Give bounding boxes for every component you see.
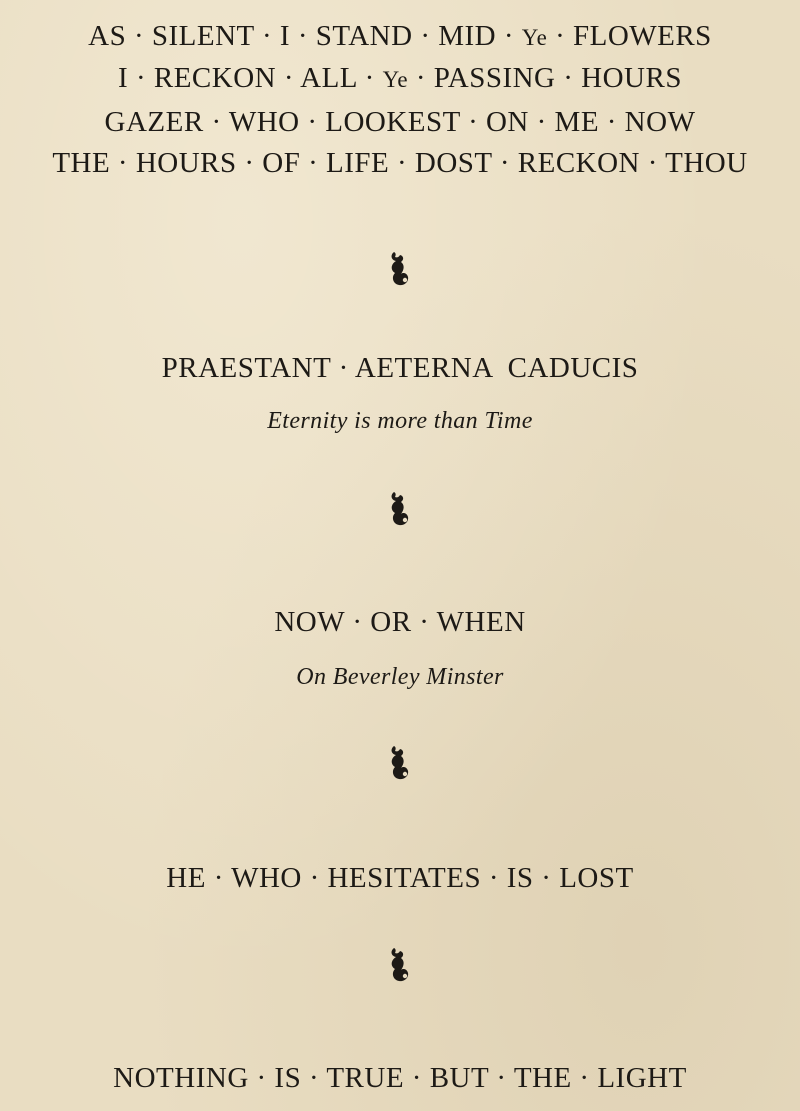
verse-line-2-start: I · RECKON · ALL · <box>118 62 383 94</box>
motto-2-title: NOW · OR · WHEN <box>274 606 526 638</box>
verse-line-1 <box>0 20 800 53</box>
fleuron-icon-svg <box>387 250 413 290</box>
verse-line-2-ye: Ye <box>382 67 409 92</box>
fleuron-icon-svg <box>387 490 413 530</box>
verse-line-2 <box>0 62 800 95</box>
verse-line-2-end: · PASSING · HOURS <box>408 62 682 94</box>
fleuron-icon <box>387 946 413 986</box>
motto-3-title: HE · WHO · HESITATES · IS · LOST <box>166 862 634 894</box>
fleuron-icon <box>387 490 413 530</box>
fleuron-icon-svg <box>387 744 413 784</box>
verse-line-1-start: AS · SILENT · I · STAND · MID · <box>88 20 522 52</box>
verse-line-4: THE · HOURS · OF · LIFE · DOST · RECKON · THOU <box>52 147 748 179</box>
motto-2-subtitle: On Beverley Minster <box>296 664 504 690</box>
fleuron-icon-svg <box>387 946 413 986</box>
fleuron-icon <box>387 250 413 290</box>
motto-4-title: NOTHING · IS · TRUE · BUT · THE · LIGHT <box>113 1062 687 1094</box>
motto-1-translation: Eternity is more than Time <box>267 408 533 434</box>
verse-line-1-ye: Ye <box>521 25 548 50</box>
verse-line-3: GAZER · WHO · LOOKEST · ON · ME · NOW <box>104 106 696 138</box>
fleuron-icon <box>387 744 413 784</box>
motto-1-title: PRAESTANT · AETERNA CADUCIS <box>161 352 639 384</box>
verse-line-1-end: · FLOWERS <box>547 20 712 52</box>
